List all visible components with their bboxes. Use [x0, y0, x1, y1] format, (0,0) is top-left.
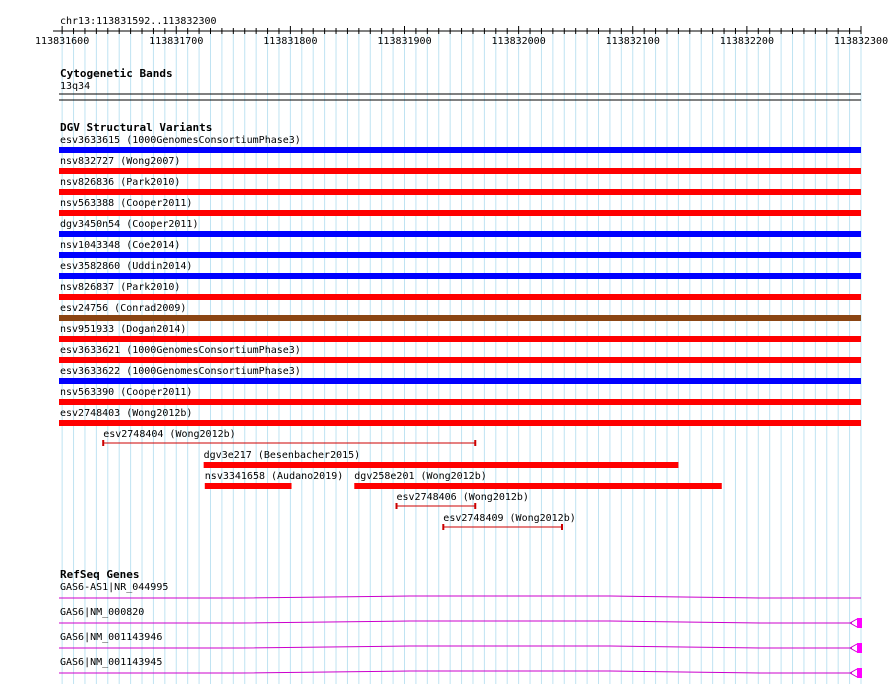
variant-label: esv2748406 (Wong2012b): [396, 492, 529, 503]
variant-end-cap: [474, 440, 476, 446]
variant-start-cap: [396, 503, 398, 509]
variant-label: esv3633621 (1000GenomesConsortiumPhase3): [60, 345, 301, 356]
variant-bar[interactable]: [354, 483, 721, 489]
variant-label: esv2748404 (Wong2012b): [103, 429, 236, 440]
ruler-tick-label: 113831800: [263, 36, 318, 47]
gene-exon[interactable]: [857, 618, 862, 628]
variant-bar[interactable]: [59, 252, 861, 258]
gene-exon[interactable]: [857, 643, 862, 653]
ruler-tick-label: 113831700: [149, 36, 204, 47]
variant-bar[interactable]: [59, 189, 861, 195]
ruler-tick-label: 113831900: [377, 36, 432, 47]
variant-start-cap: [442, 524, 444, 530]
variant-label: esv2748409 (Wong2012b): [443, 513, 576, 524]
region-label: chr13:113831592..113832300: [60, 16, 217, 27]
gene-intron-line[interactable]: [59, 596, 861, 598]
variant-label: dgv3450n54 (Cooper2011): [60, 219, 199, 230]
gene-intron-line[interactable]: [59, 646, 852, 648]
cytoband-label: 13q34: [60, 81, 91, 92]
variant-label: dgv258e201 (Wong2012b): [354, 471, 487, 482]
dgv-track: [59, 121, 861, 530]
variant-label: dgv3e217 (Besenbacher2015): [203, 450, 361, 461]
gene-label: GAS6|NM_000820: [60, 607, 145, 618]
variant-bar[interactable]: [59, 210, 861, 216]
variant-bar[interactable]: [204, 462, 679, 468]
variant-label: esv3582860 (Uddin2014): [60, 261, 193, 272]
gene-exon[interactable]: [857, 668, 862, 678]
dgv-track-title: DGV Structural Variants: [60, 121, 213, 134]
gene-label: GAS6|NM_001143945: [60, 657, 163, 668]
cytoband-track-title: Cytogenetic Bands: [60, 67, 173, 80]
ruler-tick-label: 113832200: [719, 36, 774, 47]
refseq-track: [59, 568, 862, 678]
cytoband-track: [59, 67, 861, 100]
variant-label: nsv826837 (Park2010): [60, 282, 181, 293]
gene-intron-line[interactable]: [59, 621, 852, 623]
gene-label: GAS6|NM_001143946: [60, 632, 163, 643]
gene-intron-line[interactable]: [59, 671, 852, 673]
variant-bar[interactable]: [205, 483, 292, 489]
ruler-tick-label: 113832300: [833, 36, 889, 47]
variant-label: esv3633615 (1000GenomesConsortiumPhase3): [60, 135, 301, 146]
variant-label: esv3633622 (1000GenomesConsortiumPhase3): [60, 366, 301, 377]
variant-start-cap: [102, 440, 104, 446]
variant-bar[interactable]: [59, 399, 861, 405]
variant-label: esv24756 (Conrad2009): [60, 303, 187, 314]
variant-bar[interactable]: [59, 378, 861, 384]
variant-end-cap: [561, 524, 563, 530]
variant-label: nsv1043348 (Coe2014): [60, 240, 181, 251]
variant-label: esv2748403 (Wong2012b): [60, 408, 193, 419]
ruler-tick-label: 113831600: [35, 36, 90, 47]
variant-label: nsv951933 (Dogan2014): [60, 324, 187, 335]
variant-label: nsv563388 (Cooper2011): [60, 198, 193, 209]
gene-label: GAS6-AS1|NR_044995: [60, 582, 169, 593]
variant-bar[interactable]: [59, 231, 861, 237]
variant-bar[interactable]: [59, 294, 861, 300]
variant-bar[interactable]: [59, 420, 861, 426]
variant-bar[interactable]: [59, 168, 861, 174]
refseq-track-title: RefSeq Genes: [60, 568, 140, 581]
ruler-tick-label: 113832100: [605, 36, 660, 47]
variant-label: nsv832727 (Wong2007): [60, 156, 181, 167]
variant-label: nsv563390 (Cooper2011): [60, 387, 193, 398]
ruler-tick-label: 113832000: [491, 36, 546, 47]
variant-label: nsv826836 (Park2010): [60, 177, 181, 188]
variant-end-cap: [474, 503, 476, 509]
variant-bar[interactable]: [59, 336, 861, 342]
variant-bar[interactable]: [59, 147, 861, 153]
variant-bar[interactable]: [59, 315, 861, 321]
variant-bar[interactable]: [59, 357, 861, 363]
variant-bar[interactable]: [59, 273, 861, 279]
variant-label: nsv3341658 (Audano2019): [204, 471, 344, 482]
